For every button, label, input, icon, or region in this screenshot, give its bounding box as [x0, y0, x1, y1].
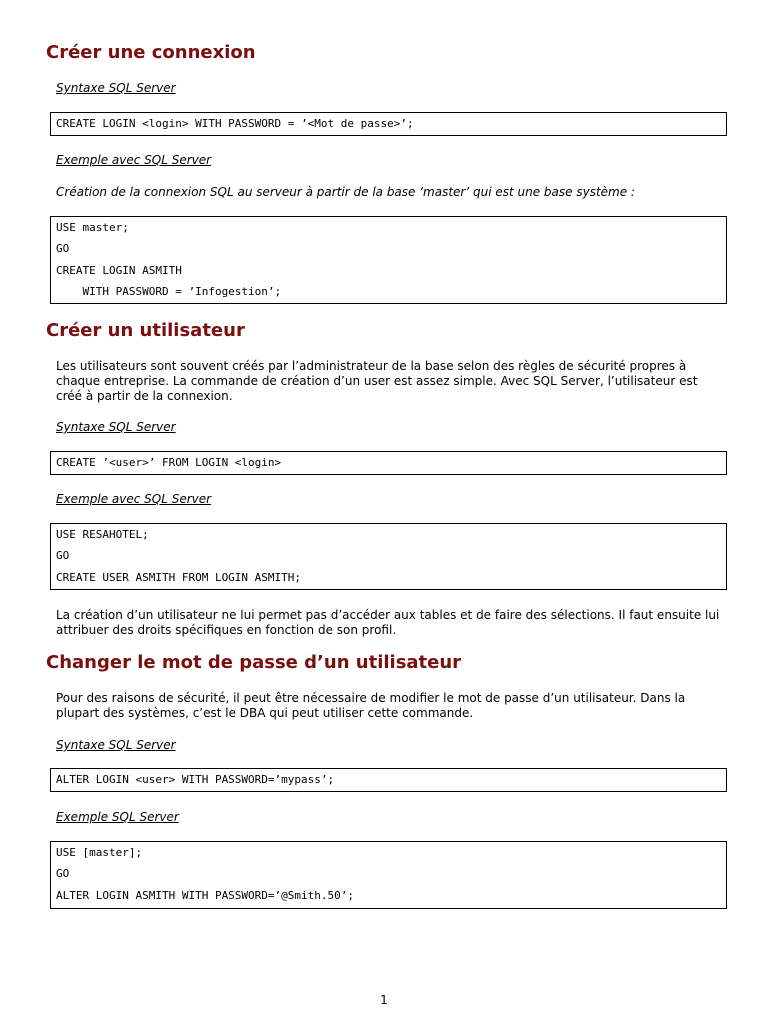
code-line: GO	[56, 242, 70, 256]
syntax-label: Syntaxe SQL Server	[56, 420, 176, 434]
syntax-label: Syntaxe SQL Server	[56, 81, 176, 95]
code-line: ALTER LOGIN <user> WITH PASSWORD=’mypass’;	[56, 773, 335, 786]
section-title-create-connection: Créer une connexion	[46, 42, 256, 63]
example-label: Exemple SQL Server	[56, 810, 179, 824]
section-title-create-user: Créer un utilisateur	[46, 320, 245, 341]
code-line: CREATE LOGIN <login> WITH PASSWORD = ’<Mot de passe>’;	[56, 117, 414, 130]
code-block-example	[50, 523, 727, 590]
code-line: GO	[56, 867, 70, 881]
code-line: WITH PASSWORD = ’Infogestion’;	[56, 284, 282, 298]
code-block-example	[50, 841, 727, 909]
code-block-syntax	[50, 451, 727, 475]
code-block-syntax	[50, 768, 727, 792]
syntax-label: Syntaxe SQL Server	[56, 738, 176, 752]
code-line: ALTER LOGIN ASMITH WITH PASSWORD=’@Smith.50’;	[56, 888, 355, 902]
code-block-syntax	[50, 112, 727, 136]
example-label: Exemple avec SQL Server	[56, 492, 212, 506]
page-number: 1	[380, 993, 388, 1007]
code-line: GO	[56, 549, 70, 563]
intro-paragraph: Les utilisateurs sont souvent créés par l’administrateur de la base selon des règles de sécurité propres à chaque entreprise. La commande de création d’un user est assez simple. Avec SQL Server, l’utilisateur est créé à partir de la connexion.	[56, 359, 698, 403]
outro-paragraph: La création d’un utilisateur ne lui permet pas d’accéder aux tables et de faire des sélections. Il faut ensuite lui attribuer des droits spécifiques en fonction de son profil.	[56, 608, 720, 637]
code-line: USE RESAHOTEL;	[56, 528, 149, 541]
code-line: CREATE USER ASMITH FROM LOGIN ASMITH;	[56, 570, 302, 584]
intro-paragraph: Pour des raisons de sécurité, il peut être nécessaire de modifier le mot de passe d’un utilisateur. Dans la plupart des systèmes, c’est le DBA qui peut utiliser cette commande.	[56, 691, 686, 720]
example-label: Exemple avec SQL Server	[56, 153, 212, 167]
code-line: USE [master];	[56, 846, 143, 859]
code-line: USE master;	[56, 221, 129, 234]
example-intro-text: Création de la connexion SQL au serveur à partir de la base ‘master’ qui est une base système :	[56, 185, 635, 199]
code-line: CREATE LOGIN ASMITH	[56, 263, 182, 277]
code-line: CREATE ’<user>’ FROM LOGIN <login>	[56, 456, 282, 469]
section-title-change-password: Changer le mot de passe d’un utilisateur	[46, 652, 462, 673]
code-block-example	[50, 216, 727, 304]
